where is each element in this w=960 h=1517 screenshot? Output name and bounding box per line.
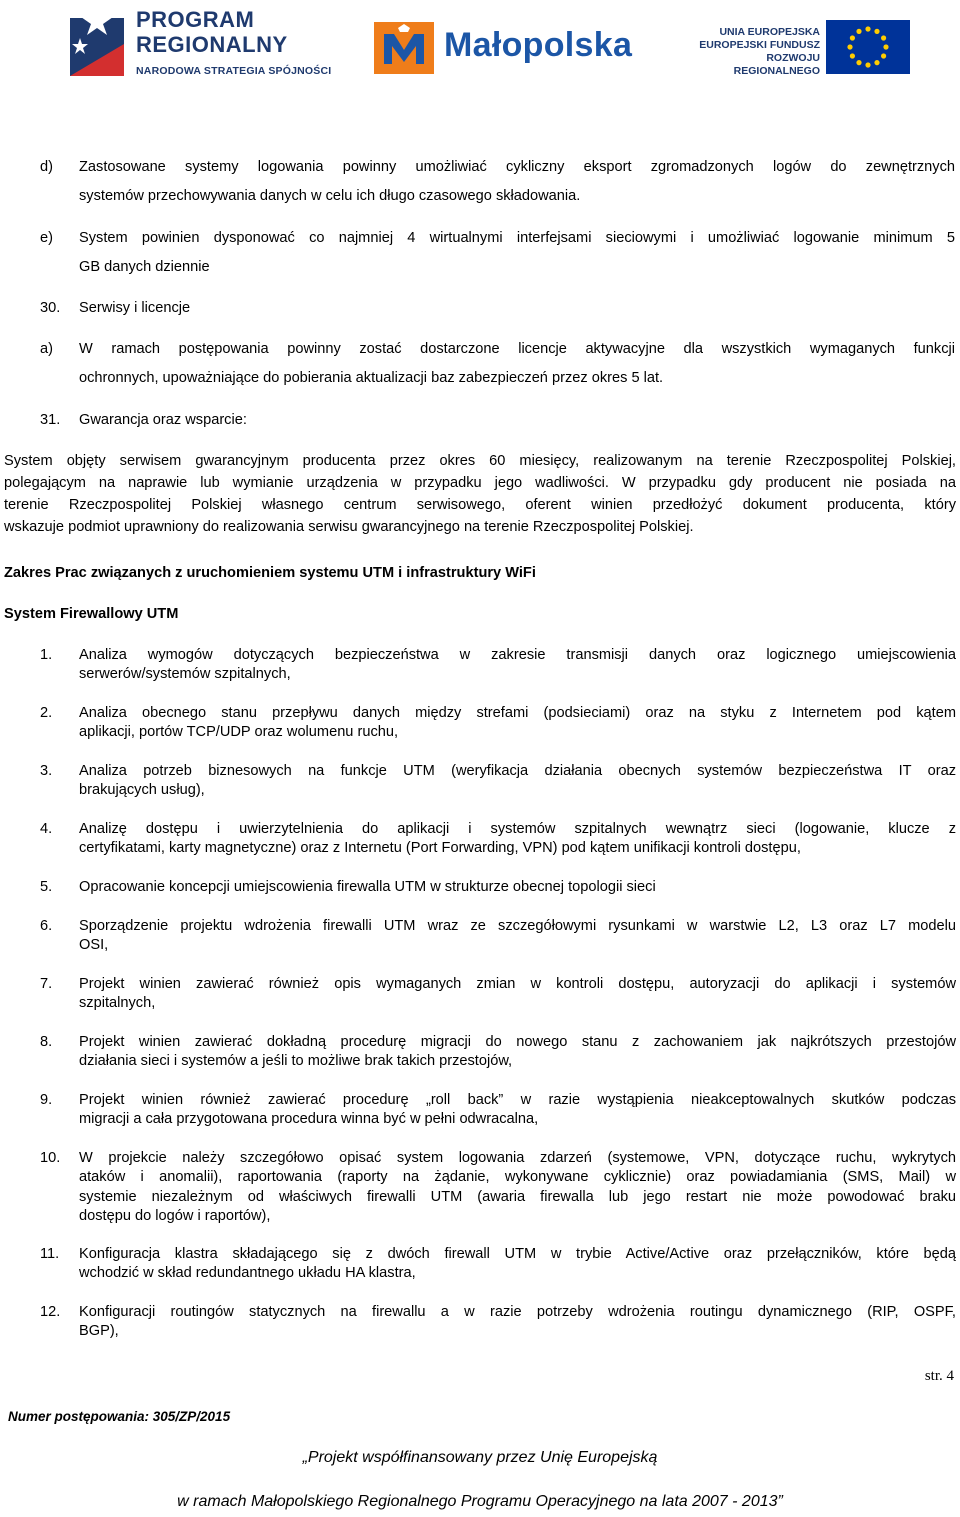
item-e-line2: GB danych dziennie: [79, 259, 210, 275]
eu-flag-icon: [826, 20, 910, 74]
list-item-number: 5.: [40, 879, 53, 895]
item-d-label: d): [40, 159, 53, 175]
item-d-line2: systemów przechowywania danych w celu ich długo czasowego składowania.: [79, 188, 581, 204]
list-item-line: Projekt winien również zawierać procedurę „roll back” w razie wystąpienia nieakceptowalnych skutków podczas: [79, 1092, 956, 1108]
item-e-line1: System powinien dysponować co najmniej 4 wirtualnymi interfejsami sieciowymi i umożliwiać logowanie minimum 5: [79, 230, 955, 246]
malopolska-title: Małopolska: [444, 26, 633, 64]
list-item-line: Projekt winien zawierać również opis wymaganych zmian w kontroli dostępu, autoryzacji do aplikacji i systemów: [79, 976, 956, 992]
list-item-number: 10.: [40, 1150, 61, 1166]
list-item-line: W projekcie należy szczegółowo opisać system logowania zdarzeń (systemowe, VPN, dotyczące ruchu, wykrytych: [79, 1150, 956, 1166]
page-number: str. 4: [924, 1368, 954, 1384]
program-title-line2: REGIONALNY: [136, 32, 288, 57]
item-e-label: e): [40, 230, 53, 246]
list-item-number: 1.: [40, 647, 53, 663]
list-item-line: szpitalnych,: [79, 995, 156, 1012]
list-item-line: Opracowanie koncepcji umiejscowienia firewalla UTM w strukturze obecnej topologii sieci: [79, 879, 656, 895]
item-a-line2: ochronnych, upoważniające do pobierania aktualizacji baz zabezpieczeń przez okres 5 lat.: [79, 370, 664, 386]
list-item-number: 4.: [40, 821, 53, 837]
list-item-line: OSI,: [79, 937, 109, 954]
section-31-number: 31.: [40, 412, 61, 428]
scope-heading: Zakres Prac związanych z uruchomieniem systemu UTM i infrastruktury WiFi: [4, 565, 536, 581]
list-item-line: działania sieci i systemów a jeśli to możliwe brak takich przestojów,: [79, 1053, 513, 1070]
eu-logo: [682, 20, 910, 77]
system-heading: System Firewallowy UTM: [4, 606, 179, 622]
section-30-number: 30.: [40, 300, 61, 316]
warranty-line2: polegającym na naprawie lub wymianie urządzenia w przypadku jego wadliwości. W przypadku gdy producent nie posiada na: [4, 475, 956, 491]
list-item-line: Analiza potrzeb biznesowych na funkcje UTM (weryfikacja działania obecnych systemów bezpieczeństwa IT oraz: [79, 763, 956, 779]
program-subtitle: NARODOWA STRATEGIA SPÓJNOŚCI: [136, 65, 332, 77]
list-item-line: serwerów/systemów szpitalnych,: [79, 666, 291, 683]
list-item-line: systemie niezależnym od właściwych firewalli UTM (awaria firewalla lub jego restart nie może powodować braku: [79, 1188, 956, 1205]
list-item-line: certyfikatami, karty magnetyczne) oraz z Internetu (Port Forwarding, VPN) pod kątem unifikacji kontroli dostępu,: [79, 840, 801, 857]
list-item-line: ataków i anomalii), raportowania (raporty na żądanie, wykonywane cyklicznie) oraz powiadamiania (SMS, Mail) w: [79, 1169, 956, 1186]
warranty-line1: System objęty serwisem gwarancyjnym producenta przez okres 60 miesięcy, realizowanym na terenie Rzeczpospolitej Polskiej,: [4, 453, 956, 469]
item-a-label: a): [40, 341, 53, 357]
list-item-number: 7.: [40, 976, 53, 992]
list-item-number: 2.: [40, 705, 53, 721]
list-item-number: 9.: [40, 1092, 53, 1108]
eu-line1: UNIA EUROPEJSKA: [719, 26, 820, 38]
list-item-line: brakujących usług),: [79, 782, 205, 799]
list-item-number: 3.: [40, 763, 53, 779]
item-d-line1: Zastosowane systemy logowania powinny umożliwiać cykliczny eksport zgromadzonych logów do zewnętrznych: [79, 159, 955, 175]
list-item-line: Konfiguracja klastra składającego się z dwóch firewall UTM w trybie Active/Active oraz przełączników, które będą: [79, 1246, 956, 1262]
list-item-line: aplikacji, portów TCP/UDP oraz wolumenu ruchu,: [79, 724, 399, 741]
malopolska-logo: [372, 20, 644, 76]
list-item-line: Analiza obecnego stanu przepływu danych między strefami (podsieciami) oraz na styku z Internetem pod kątem: [79, 705, 956, 721]
program-regionalny-logo: [66, 4, 336, 86]
eu-line3: ROZWOJU REGIONALNEGO: [733, 52, 820, 77]
list-item-number: 12.: [40, 1304, 61, 1320]
list-item-line: Projekt winien zawierać dokładną procedurę migracji do nowego stanu z zachowaniem jak najkrótszych przestojów: [79, 1034, 956, 1050]
section-31-title: Gwarancja oraz wsparcie:: [79, 412, 247, 428]
star-flag-icon: [66, 4, 128, 84]
list-item-number: 8.: [40, 1034, 53, 1050]
list-item-line: migracji a cała przygotowana procedura winna być w pełni odwracalna,: [79, 1111, 539, 1128]
list-item-line: wchodzić w skład redundantnego układu HA klastra,: [79, 1265, 416, 1282]
list-item-line: Analizę dostępu i uwierzytelnienia do aplikacji i systemów szpitalnych wewnątrz sieci (logowanie, klucze z: [79, 821, 956, 837]
list-item-number: 6.: [40, 918, 53, 934]
list-item-line: Konfiguracji routingów statycznych na firewallu a w razie potrzeby wdrożenia routingu dynamicznego (RIP, OSPF,: [79, 1304, 956, 1320]
malopolska-emblem-icon: [372, 20, 436, 76]
list-item-line: Analiza wymogów dotyczących bezpieczeństwa w zakresie transmisji danych oraz logicznego umiejscowienia: [79, 647, 956, 663]
warranty-line3: terenie Rzeczpospolitej Polskiej własnego centrum serwisowego, oferent winien przedłożyć dokument producenta, który: [4, 497, 956, 513]
program-title-line1: PROGRAM: [136, 7, 255, 32]
footer-line1: „Projekt współfinansowany przez Unię Europejską: [302, 1449, 658, 1466]
list-item-line: Sporządzenie projektu wdrożenia firewalli UTM wraz ze szczegółowymi rysunkami w warstwie L2, L3 oraz L7 modelu: [79, 918, 956, 934]
case-number: Numer postępowania: 305/ZP/2015: [8, 1409, 231, 1424]
section-30-title: Serwisy i licencje: [79, 300, 191, 316]
item-a-line1: W ramach postępowania powinny zostać dostarczone licencje aktywacyjne dla wszystkich wymaganych funkcji: [79, 341, 955, 357]
list-item-number: 11.: [40, 1246, 60, 1262]
eu-line2: EUROPEJSKI FUNDUSZ: [699, 39, 820, 51]
list-item-line: dostępu do logów i raportów),: [79, 1208, 271, 1225]
warranty-line4: wskazuje podmiot uprawniony do realizowania serwisu gwarancyjnego na terenie Rzeczpospolitej Polskiej.: [4, 519, 694, 535]
list-item-line: BGP),: [79, 1323, 119, 1340]
eu-text: [682, 26, 820, 78]
footer-line2: w ramach Małopolskiego Regionalnego Programu Operacyjnego na lata 2007 - 2013”: [177, 1493, 783, 1510]
